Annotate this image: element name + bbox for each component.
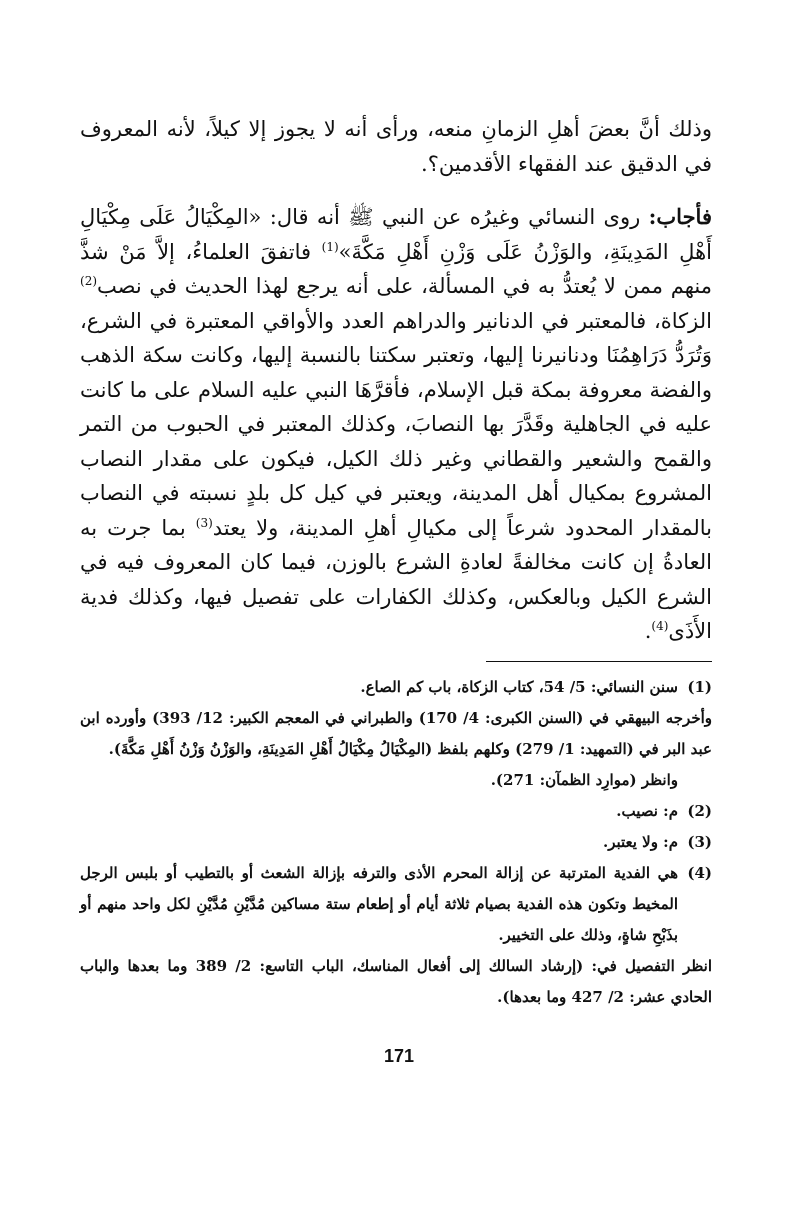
footnote-2-text: م: نصيب. bbox=[616, 802, 678, 820]
footnote-body bbox=[80, 796, 678, 827]
answer-label: فأجاب: bbox=[648, 204, 712, 229]
footnote-ref-2: (2) bbox=[80, 274, 98, 288]
footnote-number: (3) bbox=[687, 833, 712, 851]
footnote-ref-3: (3) bbox=[195, 515, 213, 530]
question-text: وذلك أنَّ بعضَ أهلِ الزمانِ منعه، ورأى أنه لا يجوز إلا كيلاً، لأنه المعروف في الدقيق عند الفقهاء الأقدمين؟. bbox=[80, 117, 712, 176]
answer-paragraph bbox=[80, 200, 712, 649]
footnote-body bbox=[80, 827, 678, 858]
footnote-1 bbox=[80, 672, 712, 703]
answer-text-part5: . bbox=[644, 619, 652, 643]
answer-text-part4: بما جرت به العادةُ إن كانت مخالفةً لعادةِ الشرع بالوزن، فيما كان المعروف فيه في الشرع الكيل وبالعكس، وكذلك الكفارات على تفصيل فيها، وكذلك فدية الأَذَى bbox=[80, 515, 712, 643]
footnote-1-line-3: وانظر (موارِد الظمآن: 271). bbox=[490, 771, 678, 789]
footnote-3-text: م: ولا يعتبر. bbox=[602, 833, 678, 851]
answer-text-part2: فاتفقَ العلماءُ، إلاَّ مَنْ شذَّ منهم ممن لا يُعتدُّ به في المسألة، على أنه يرجع لهذا الحديث في نصب bbox=[80, 239, 712, 298]
footnote-number: (2) bbox=[687, 802, 712, 820]
footnote-ref-1: (1) bbox=[321, 239, 339, 254]
answer-text-part1: روى النسائي وغيرُه عن النبي ﷺ أنه قال: «المِكْيَالُ عَلَى مِكْيَالِ أَهْلِ المَدِينَةِ، والوَزْنُ عَلَى وَزْنِ أَهْلِ مَكَّةَ» bbox=[80, 205, 712, 264]
footnote-3 bbox=[80, 827, 712, 858]
footnote-4-line-1: هي الفدية المترتبة عن إزالة المحرم الأذى والترفه بإزالة الشعث أو بالتطيب أو بلبس الرجل المخيط وتكون هذه الفدية بصيام ثلاثة أيام أو إطعام ستة مساكين مُدَّيْنِ مُدَّيْنِ لكل واحد منهم أو بذَبْحِ شاةٍ، وذلك على التخيير. bbox=[80, 864, 678, 944]
footnote-number: (4) bbox=[687, 864, 712, 882]
footnote-number: (1) bbox=[687, 678, 712, 696]
footnote-ref-4: (4) bbox=[651, 619, 669, 633]
footnote-4-line-2: انظر التفصيل في: (إرشاد السالك إلى أفعال المناسك، الباب التاسع: 2/ 389 وما بعدها والباب الحادي عشر: 2/ 427 وما بعدها). bbox=[80, 957, 712, 1006]
footnote-body bbox=[80, 858, 678, 951]
footnote-1-line-1: سنن النسائي: 5/ 54، كتاب الزكاة، باب كم الصاع. bbox=[360, 678, 678, 696]
question-paragraph bbox=[80, 112, 712, 181]
footnote-4 bbox=[80, 858, 712, 951]
footnotes-section bbox=[80, 672, 712, 1013]
footnote-2 bbox=[80, 796, 712, 827]
footnote-1-line-2: وأخرجه البيهقي في (السنن الكبرى: 4/ 170) والطبراني في المعجم الكبير: 12/ 393) وأورده ابن عبد البر في (التمهيد: 1/ 279) وكلهم بلفظ (المِكْيَالُ مِكْيَالُ أَهْلِ المَدِينَةِ، والوَزْنُ وَزْنُ أَهْلِ مَكَّةَ). bbox=[80, 709, 713, 758]
answer-text-part3: الزكاة، فالمعتبر في الدنانير والدراهم العدد والأواقي المعتبرة في الشرع، وَتُرَدُّ دَرَاهِمُنَا ودنانيرنا إليها، وتعتبر سكتنا بالنسبة إليها، وكانت سكة الذهب والفضة معروفة بمكة قبل الإسلام، فأقرَّهَا النبي عليه السلام على ما كانت عليه في الجاهلية وقَدَّرَ بها النصابَ، وكذلك المعتبر في الحبوب من التمر والقمح والشعير والقطاني وغير ذلك الكيل، فيكون على مقدار النصاب المشروع بمكيال أهل المدينة، ويعتبر في كيل كل بلدٍ نسبته في النصاب بالمقدار المحدود شرعاً إلى مكيالِ أهلِ المدينة، ولا يعتد bbox=[80, 308, 712, 540]
footnote-separator bbox=[486, 661, 712, 662]
footnote-body bbox=[80, 672, 678, 703]
page-number: 171 bbox=[383, 1046, 415, 1066]
